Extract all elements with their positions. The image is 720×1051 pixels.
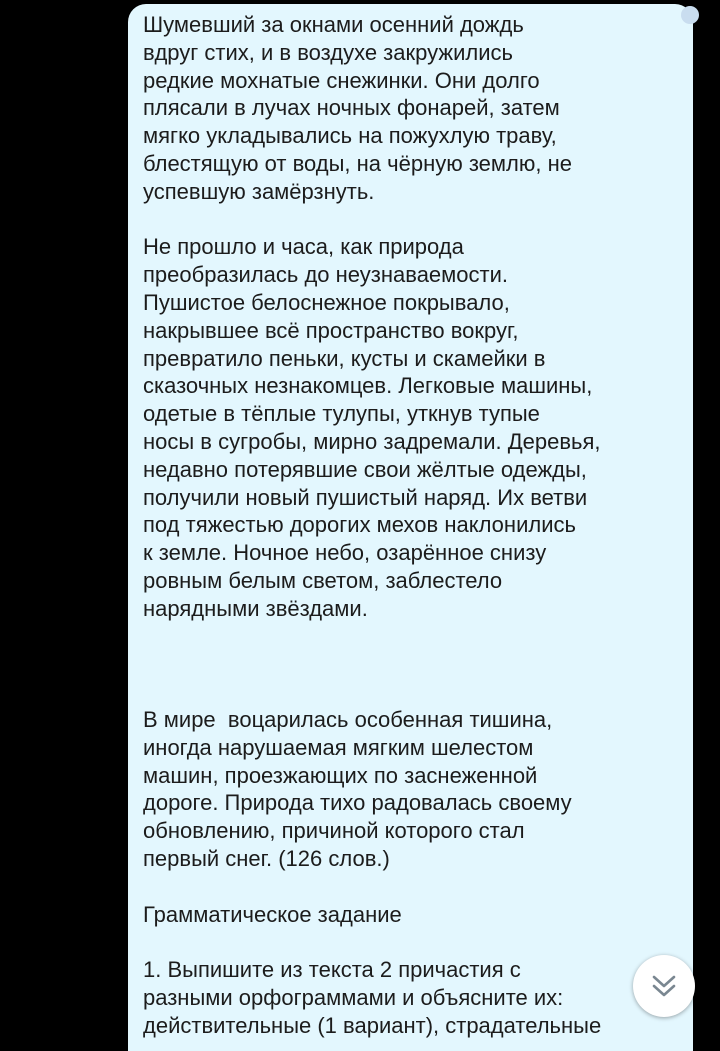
scroll-down-button[interactable] bbox=[633, 955, 695, 1017]
message-task-1: 1. Выпишите из текста 2 причастия с разными орфограммами и объясните их: действительные (1 вариант), страдательные bbox=[143, 957, 602, 1038]
message-paragraph-1: Шумевший за окнами осенний дождь вдруг стих, и в воздухе закружились редкие мохнатые снежинки. Они долго плясали в лучах ночных фонарей, затем мягко укладывались на пожухлую траву, блестящую от воды, на чёрную землю, не успевшую замёрзнуть. bbox=[143, 12, 572, 204]
message-paragraph-2: Не прошло и часа, как природа преобразилась до неузнаваемости. Пушистое белоснежное покрывало, накрывшее всё пространство вокруг, превратило пеньки, кусты и скамейки в сказочных незнакомцев. Легковые машины, одетые в тёплые тулупы, уткнув тупые носы в сугробы, мирно задремали. Деревья, недавно потерявшие свои жёлтые одежды, получили новый пушистый наряд. Их ветви под тяжестью дорогих мехов наклонились к земле. Ночное небо, озарённое снизу ровным белым светом, заблестело нарядными звёздами. bbox=[143, 234, 601, 621]
message-status-dot bbox=[681, 6, 699, 24]
chevron-double-down-icon bbox=[650, 973, 678, 999]
message-paragraph-3: В мире воцарилась особенная тишина, иногда нарушаемая мягким шелестом машин, проезжающих по заснеженной дороге. Природа тихо радовалась своему обновлению, причиной которого стал первый снег. (126 слов.) bbox=[143, 706, 572, 871]
message-bubble[interactable] bbox=[128, 4, 693, 1051]
message-heading: Грамматическое задание bbox=[143, 901, 402, 927]
